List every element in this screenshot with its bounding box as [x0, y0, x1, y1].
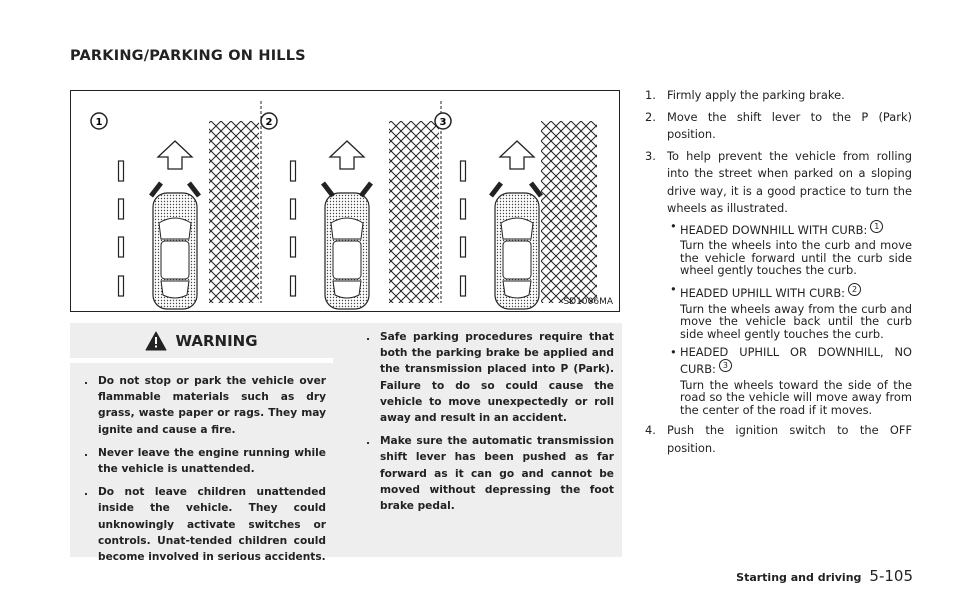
parking-illustration: [70, 90, 620, 312]
sub-item-downhill: • HEADED DOWNHILL WITH CURB: 1: [667, 220, 912, 237]
sub-desc: Turn the wheels away from the curb and move the vehicle back until the curb side wheel gently touches the curb.: [680, 301, 912, 341]
circled-marker: 2: [848, 283, 861, 296]
sub-desc: Turn the wheels into the curb and move the vehicle forward until the curb side wheel gently touches the curb.: [680, 238, 912, 278]
panel-no-curb: [435, 113, 597, 309]
sub-item-no-curb: • HEADED UPHILL OR DOWNHILL, NO CURB: 3: [670, 345, 912, 376]
panel-downhill-curb: [91, 113, 259, 309]
warning-item: . Never leave the engine running while the vehicle is unattended.: [84, 446, 326, 476]
page-number: 5-105: [869, 567, 913, 585]
sub-desc: Turn the wheels toward the side of the road so the vehicle will move away from the center of the road if it moves.: [680, 377, 912, 417]
parking-diagram: [71, 91, 621, 313]
warning-item: . Do not stop or park the vehicle over flammable materials such as dry grass, waste paper or rags. They may ignite and cause a fire.: [84, 375, 326, 436]
step-2: 2. Move the shift lever to the P (Park) position.: [645, 109, 912, 141]
sub-item-uphill: • HEADED UPHILL WITH CURB: 2: [667, 283, 912, 300]
marker-3: 3: [439, 117, 447, 128]
warning-triangle-icon: [145, 331, 167, 351]
warning-box: [70, 323, 622, 564]
marker-1: 1: [95, 117, 103, 128]
section-title: PARKING/PARKING ON HILLS: [70, 48, 306, 64]
parking-steps: [645, 87, 912, 461]
figure-caption: SD1006MA: [563, 297, 613, 307]
circled-marker: 3: [719, 359, 732, 372]
warning-title: WARNING: [175, 331, 258, 350]
panel-uphill-curb: [261, 113, 439, 309]
warning-item: . Make sure the automatic transmission shift lever has been pushed as far forward as it can go and cannot be moved without depressing the foot brake pedal.: [366, 435, 614, 513]
warning-header: [70, 323, 333, 363]
page-footer: [736, 567, 913, 585]
step-4: 4. Push the ignition switch to the OFF position.: [645, 423, 912, 455]
marker-2: 2: [265, 117, 273, 128]
footer-section: Starting and driving: [736, 571, 862, 584]
step-3: 3. To help prevent the vehicle from rolling into the street when parked on a sloping drive way, it is a good practice to turn the wheels as illustrated. • HEADED DOWNHILL WITH CURB: 1 Turn the wheels into the curb and move the vehicle forward until the curb side wheel gently touches the curb. • HEADED UPHILL WITH CURB: 2 Turn the wheels away from the curb and move the vehicle back until the curb side wheel gently touches the curb. • HEADED UPHILL OR DOWNHILL, NO CURB: 3 Turn the wheels toward the side of the road so the vehicle will move away from the center of the road if it moves.: [645, 148, 912, 417]
warning-list-right: [352, 329, 614, 521]
step-1: 1. Firmly apply the parking brake.: [645, 88, 845, 102]
circled-marker: 1: [870, 220, 883, 233]
warning-item: . Do not leave children unattended inside the vehicle. They could unknowingly activate switches or controls. Unat-tended children could become involved in serious accidents.: [84, 486, 326, 564]
warning-list-left: [70, 373, 326, 572]
warning-item: . Safe parking procedures require that both the parking brake be applied and the transmission placed into P (Park). Failure to do so could cause the vehicle to move unexpectedly or roll away and result in an accident.: [366, 331, 614, 425]
